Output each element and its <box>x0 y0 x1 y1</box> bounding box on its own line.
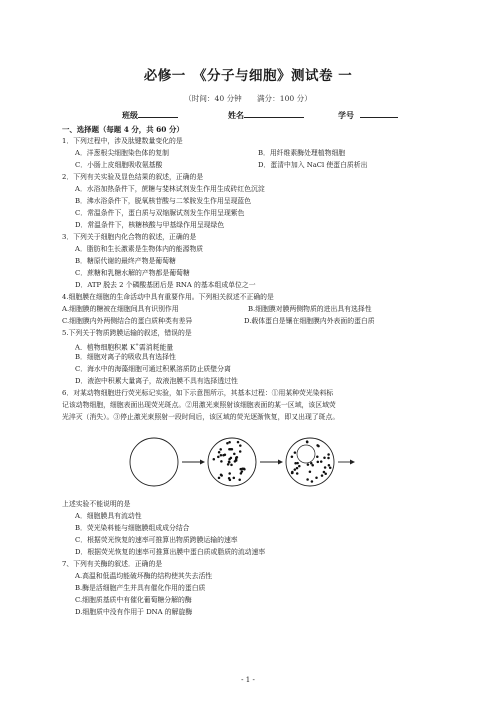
fluorescent-spot <box>317 445 320 448</box>
student-id-label: 学号 <box>338 110 354 120</box>
q5-option-d[interactable]: D．液泡中积累大量离子，故液泡膜不具有选择透过性 <box>75 377 238 385</box>
page-title: 必修一 《分子与细胞》测试卷 一 <box>143 68 353 84</box>
class-blank[interactable] <box>138 109 178 118</box>
q2-option-b[interactable]: B．沸水浴条件下，脱氧核苷酸与二苯胺发生作用呈现蓝色 <box>75 197 252 205</box>
fluorescent-spot <box>239 444 242 447</box>
q6-stem-line-2: 记该动物细胞，细胞表面出现荧光斑点。②用激光束照射该细胞表面的某一区域，该区域荧 <box>62 401 336 409</box>
fluorescent-spot <box>324 472 327 475</box>
fluorescent-spot <box>311 480 314 483</box>
q5-option-a[interactable] <box>75 341 173 352</box>
fluorescent-spot <box>296 472 299 475</box>
q3-stem: 3．下列关于细胞内化合物的叙述，正确的是 <box>62 233 197 241</box>
fluorescent-spot <box>241 470 244 473</box>
q3-option-b[interactable]: B．糖原代谢的最终产物是葡萄糖 <box>75 257 176 265</box>
fluorescent-spot <box>228 441 231 444</box>
q5-option-a-text: A．植物细胞积累 K <box>75 343 136 352</box>
fluorescent-spot <box>323 457 326 460</box>
fluorescent-spot <box>217 456 220 459</box>
q6-option-c[interactable]: C．根据荧光恢复的速率可推算出物质跨膜运输的速率 <box>75 536 238 544</box>
q4-option-b[interactable]: B.细胞膜对膜两侧物质的进出具有选择性 <box>248 305 372 313</box>
fluorescent-spot <box>213 458 216 461</box>
fluorescent-spot <box>310 462 313 465</box>
q1-option-d[interactable]: D．蛋清中加入 NaCl 使蛋白质析出 <box>258 161 368 169</box>
fluorescent-spot <box>219 448 222 451</box>
fluorescent-spot <box>320 460 323 463</box>
class-field[interactable] <box>122 109 178 121</box>
q6-option-b[interactable]: B．荧光染料能与细胞膜组成成分结合 <box>75 524 190 532</box>
q5-stem: 5.下列关于物质跨膜运输的叙述，错误的是 <box>62 329 192 337</box>
q7-option-a[interactable]: A.高温和低温均能破坏酶的结构使其失去活性 <box>75 572 213 580</box>
arrow-3 <box>338 460 355 465</box>
fluorescent-spot <box>306 441 309 444</box>
fluorescent-spot <box>227 463 230 466</box>
q7-option-c[interactable]: C.细胞质基质中有催化葡萄糖分解的酶 <box>75 596 192 604</box>
fluorescent-spot <box>230 457 233 460</box>
q1-stem: 1．下列过程中，涉及肽键数量变化的是 <box>62 137 183 145</box>
fluorescent-spot <box>228 461 231 464</box>
fluorescent-spot <box>306 478 309 481</box>
fluorescent-spot <box>294 468 297 471</box>
fluorescent-spot <box>220 454 223 457</box>
fluorescence-experiment-figure <box>128 434 368 492</box>
q5-option-b[interactable]: B．细胞对离子的吸收具有选择性 <box>75 353 176 361</box>
cell-unlabeled <box>130 438 178 486</box>
fluorescent-spot <box>238 478 241 481</box>
page-number: - 1 - <box>241 676 255 684</box>
fluorescent-spot <box>328 464 331 467</box>
cell-labeled-spots <box>208 438 256 486</box>
fluorescent-spot <box>327 457 330 460</box>
q6-stem-line-1: 6．对某动物细胞进行荧光标记实验，如下示意图所示，其基本过程：①用某种荧光染料标 <box>62 389 334 397</box>
fluorescent-spot <box>222 454 225 457</box>
q1-option-b[interactable]: B．用纤维素酶处理植物细胞 <box>258 149 346 157</box>
fluorescent-spot <box>296 462 299 465</box>
q2-option-a[interactable]: A．水浴加热条件下，蔗糖与斐林试剂发生作用生成砖红色沉淀 <box>75 185 265 193</box>
student-id-field[interactable] <box>338 109 398 121</box>
fluorescent-spot <box>315 477 318 480</box>
fluorescent-spot <box>220 474 223 477</box>
q2-option-d[interactable]: D．常温条件下，核糖核酸与甲基绿作用呈现绿色 <box>75 221 225 229</box>
class-label: 班级 <box>122 110 138 120</box>
arrow-2 <box>260 460 283 465</box>
q4-option-a[interactable]: A.细胞膜的糖被在细胞间具有识别作用 <box>62 305 179 313</box>
fluorescent-spot <box>317 461 320 464</box>
fluorescent-spot <box>321 474 324 477</box>
fluorescent-spot <box>294 451 297 454</box>
fluorescent-spot <box>329 466 332 469</box>
fluorescent-spot <box>241 467 244 470</box>
fluorescent-spot <box>229 479 232 482</box>
q7-option-d[interactable]: D.细胞质中没有作用于 DNA 的解旋酶 <box>75 608 193 616</box>
fluorescent-spot <box>229 448 232 451</box>
exam-subtitle: （时间：40 分钟 满分：100 分） <box>184 94 312 103</box>
fluorescent-spot <box>327 453 330 456</box>
fluorescent-spot <box>307 463 310 466</box>
fluorescent-spot <box>309 470 312 473</box>
fluorescent-spot <box>316 456 319 459</box>
fluorescent-spot <box>291 471 294 474</box>
fluorescent-spot <box>291 455 294 458</box>
student-id-blank[interactable] <box>360 109 398 118</box>
section-heading: 一、选择题（每题 4 分，共 60 分） <box>62 125 184 134</box>
fluorescent-spot <box>233 477 236 480</box>
fluorescent-spot <box>324 466 327 469</box>
fluorescent-spot <box>235 459 238 462</box>
q6-option-a[interactable]: A．细胞膜具有流动性 <box>75 512 142 520</box>
fluorescent-spot <box>226 442 229 445</box>
q5-option-a-superscript: + <box>135 343 139 348</box>
name-blank[interactable] <box>244 109 304 118</box>
arrow-1 <box>182 460 205 465</box>
q1-option-c[interactable]: C．小肠上皮细胞吸收氨基酸 <box>75 161 163 169</box>
q3-option-d[interactable]: D．ATP 脱去 2 个磷酸基团后是 RNA 的基本组成单位之一 <box>75 281 256 289</box>
q6-option-d[interactable]: D．根据荧光恢复的速率可推算出膜中蛋白质或脂质的流动速率 <box>75 548 266 556</box>
q7-stem: 7、下列有关酶的叙述．正确的是 <box>62 560 163 568</box>
q6-stem-line-3: 光淬灭（消失）。③停止激光束照射一段时间后，该区域的荧光逐渐恢复，即又出现了斑点。 <box>62 413 340 421</box>
q7-option-b[interactable]: B.酶是活细胞产生并具有催化作用的蛋白质 <box>75 584 206 592</box>
q2-stem: 2．下列有关实验及显色结果的叙述，正确的是 <box>62 173 204 181</box>
fluorescent-spot <box>298 465 301 468</box>
q3-option-c[interactable]: C．蔗糖和乳糖水解的产物都是葡萄糖 <box>75 269 190 277</box>
fluorescent-spot <box>218 451 221 454</box>
fluorescent-spot <box>220 460 223 463</box>
fluorescent-spot <box>228 472 231 475</box>
q6-question: 上述实验不能说明的是 <box>62 500 131 508</box>
q5-option-c[interactable]: C．海水中的海藻细胞可通过积累溶质防止质壁分离 <box>75 365 231 373</box>
q4-option-c[interactable]: C.细胞膜内外两侧结合的蛋白质种类有差异 <box>62 317 193 325</box>
q1-option-a[interactable]: A．洋葱根尖细胞染色体的复制 <box>75 149 169 157</box>
q3-option-a[interactable]: A．脂肪和生长激素是生物体内的能源物质 <box>75 245 204 253</box>
fluorescent-spot <box>239 450 242 453</box>
q5-option-a-rest: 需消耗能量 <box>138 343 174 352</box>
fluorescent-spot <box>237 441 240 444</box>
cell-bleached-region <box>286 438 334 486</box>
fluorescent-spot <box>230 464 233 467</box>
name-field[interactable] <box>228 109 304 121</box>
fluorescent-spot <box>233 453 236 456</box>
q4-stem: 4.细胞膜在细胞的生命活动中具有重要作用。下列相关叙述不正确的是 <box>62 293 274 301</box>
fluorescent-spot <box>218 477 221 480</box>
q4-option-d[interactable]: D.载体蛋白是镶在细胞膜内外表面的蛋白质 <box>244 317 375 325</box>
fluorescent-spot <box>296 467 299 470</box>
name-label: 姓名 <box>228 110 244 120</box>
q2-option-c[interactable]: C．常温条件下，蛋白质与双缩脲试剂发生作用呈现紫色 <box>75 209 245 217</box>
